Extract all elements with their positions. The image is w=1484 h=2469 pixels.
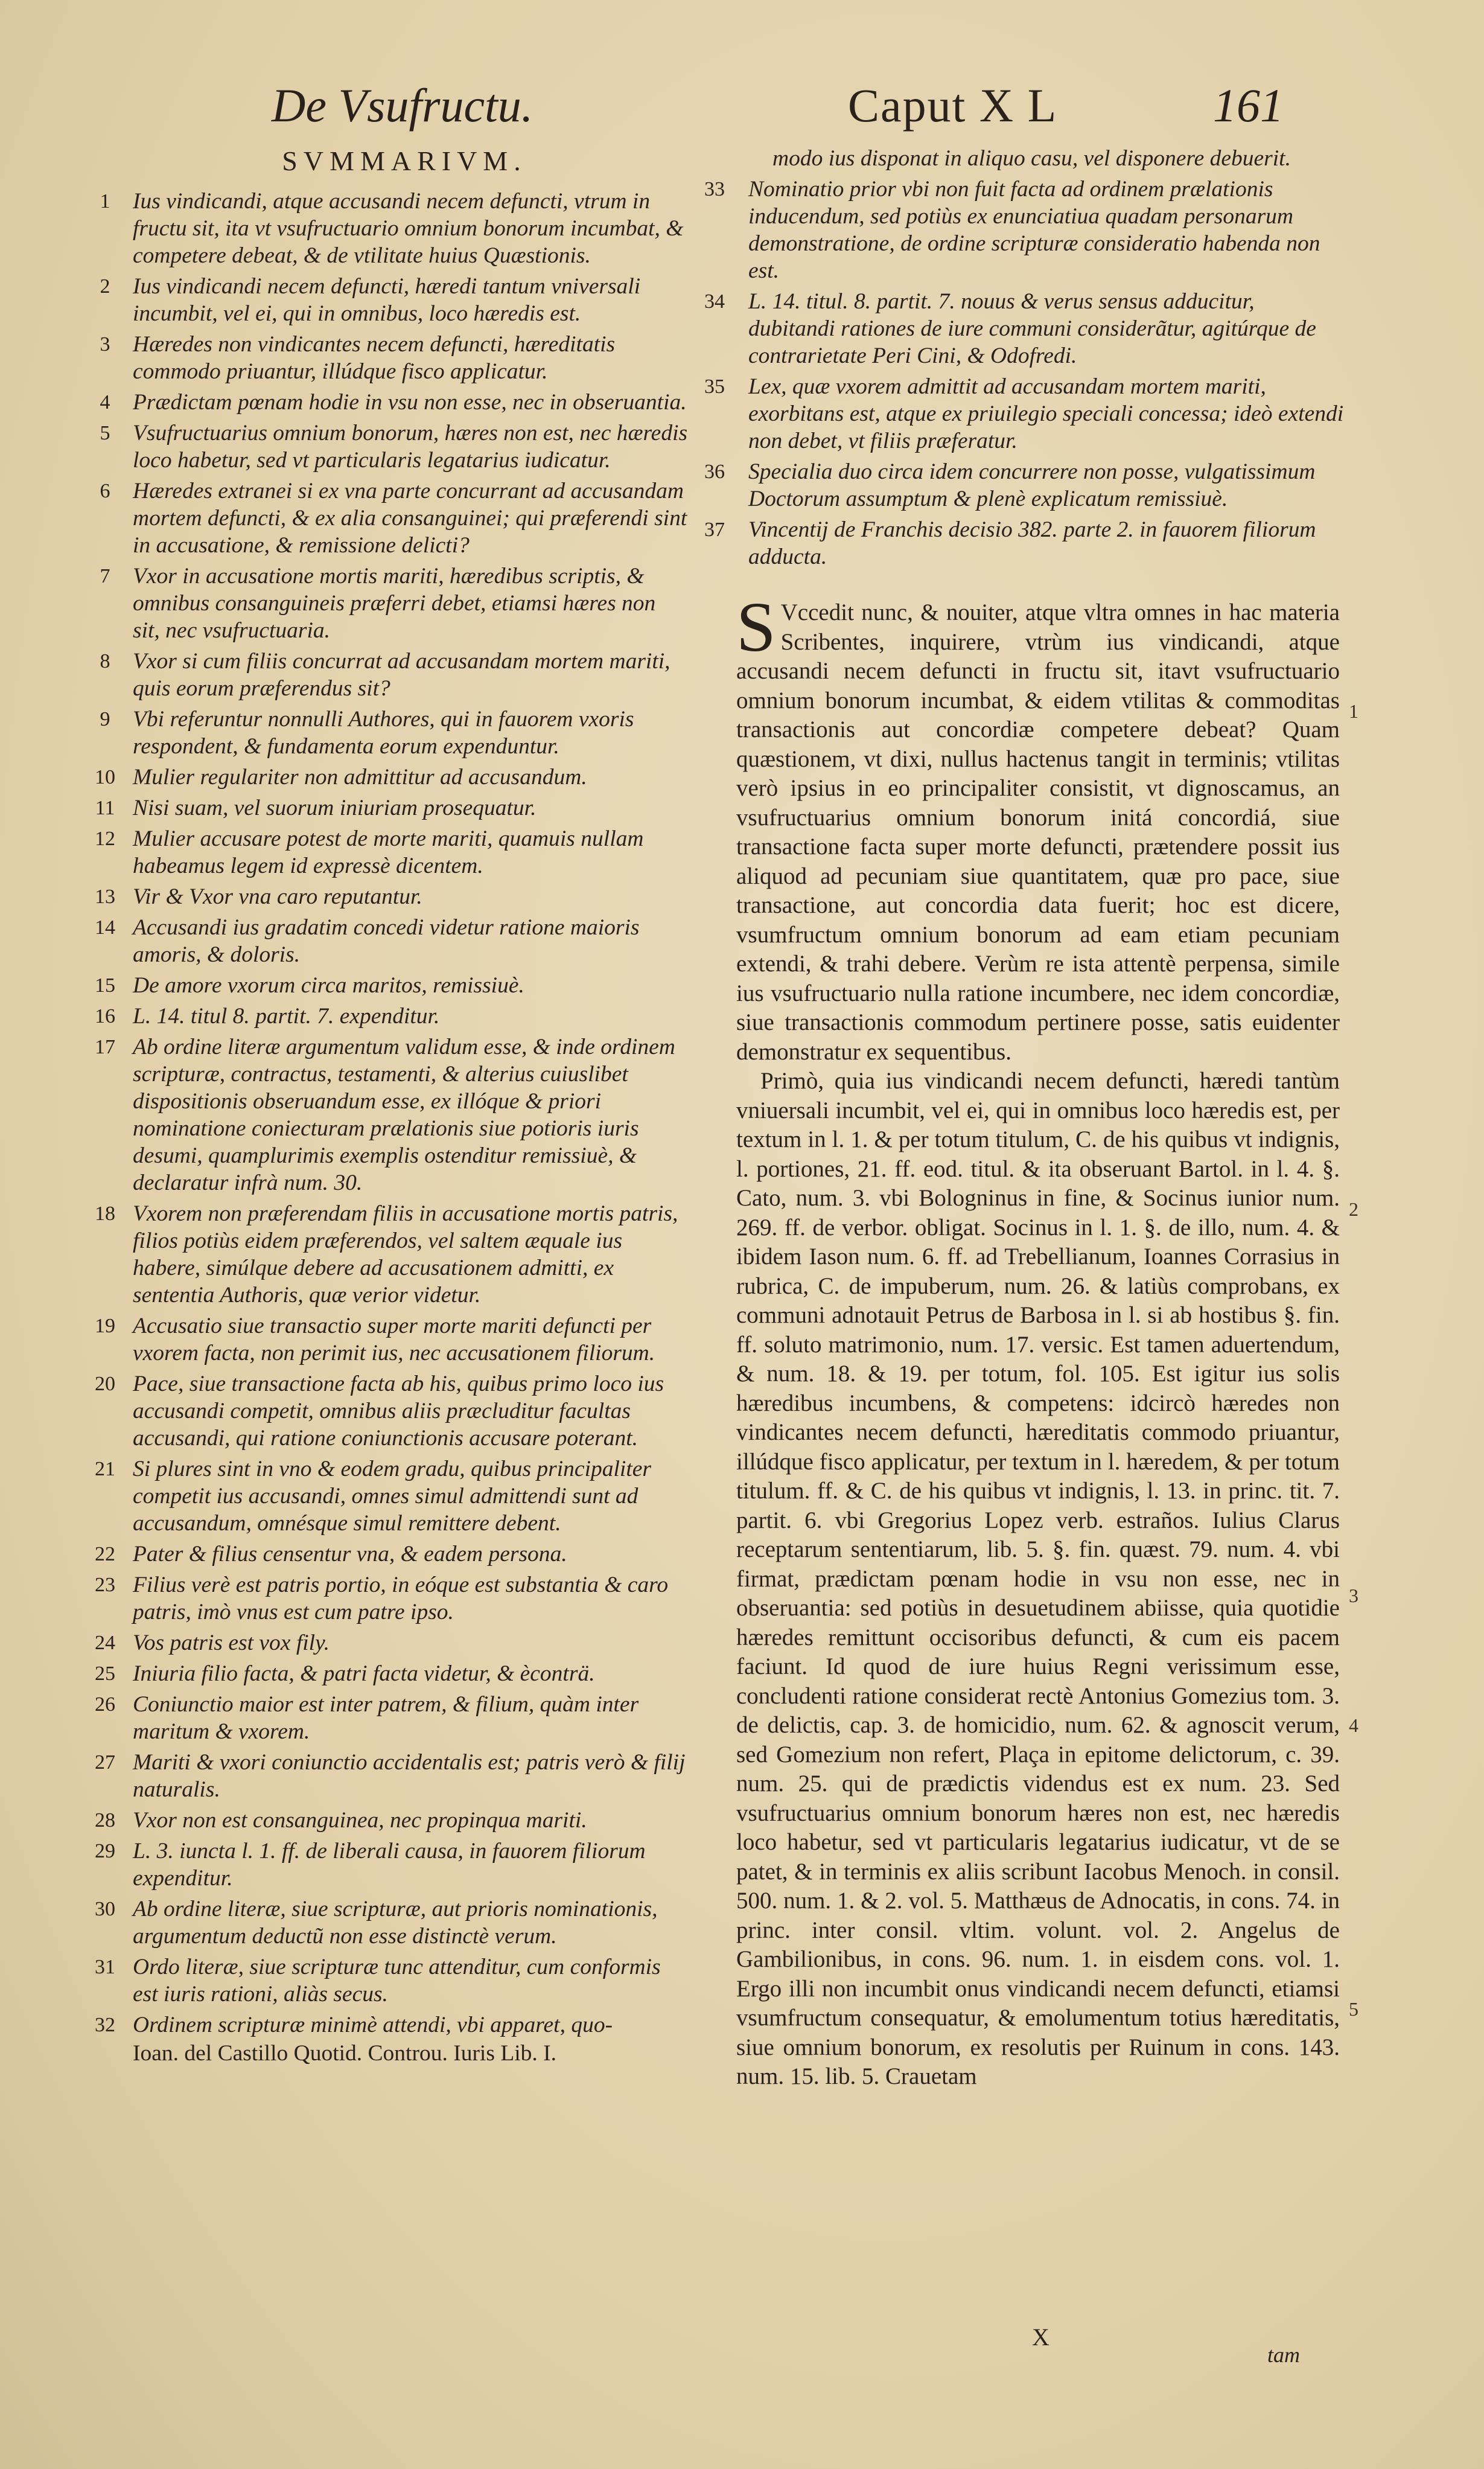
- summary-item: [84, 1807, 688, 1834]
- summary-item-number: 36: [704, 461, 725, 483]
- summary-item-number: 9: [100, 708, 110, 730]
- summary-continuation: modo ius disponat in aliquo casu, vel disponere debuerit.: [772, 146, 1291, 171]
- summary-item: [84, 1749, 688, 1803]
- body-paragraph-1: [736, 587, 1340, 1067]
- margin-number-4: 4: [1349, 1714, 1358, 1736]
- summary-item: [84, 794, 688, 822]
- summary-item-text: Mulier regulariter non admittitur ad accusandum.: [133, 765, 587, 790]
- summary-item-text: Vbi referuntur nonnulli Authores, qui in fauorem vxoris respondent, & fundamenta eorum expenduntur.: [133, 707, 634, 759]
- summary-item-number: 16: [95, 1005, 115, 1027]
- summary-item-text: Vincentij de Franchis decisio 382. parte 2. in fauorem filiorum adducta.: [748, 517, 1316, 569]
- body-paragraph-1-text: Vccedit nunc, & nouiter, atque vltra omnes in hac materia Scribentes, inquirere, vtrùm ius vindicandi, atque accusandi necem defuncti in fructu sit, itavt vsufructuario omnium bonorum incumbat, & eidem vtilitas & commoditas transactionis aut concordiæ competere debeat? Quam quæstionem, vt dixi, nullus hactenus tangit in terminis; vtilitas verò ipsius in eo principaliter consistit, vt dignoscamus, an vsufructuarius omnium bonorum initá concordiá, siue transactione facta super morte defuncti, prætendere possit ius aliquod ad pecuniam siue quantitatem, quæ pro pace, siue transactione, aut concordia data fuerit; hoc est dicere, vsumfructum omnium bonorum ad eam etiam pecuniam extendi, & trahi debere. Verùm re ista attentè perpensa, simile ius vsufructuario nulla ratione incumbere, nec idem concordiæ, siue transactionis commodum pertinere posse, satis euidenter demonstratur ex sequentibus.: [736, 599, 1340, 1065]
- summary-item: [84, 273, 688, 327]
- summary-item: [84, 1455, 688, 1537]
- summary-item: [84, 914, 688, 968]
- summary-item-number: 33: [704, 178, 725, 200]
- summary-item-text: L. 14. titul 8. partit. 7. expenditur.: [133, 1004, 440, 1029]
- summary-item-number: 20: [95, 1373, 115, 1395]
- summary-item-number: 24: [95, 1632, 115, 1654]
- summary-item: [84, 188, 688, 269]
- summary-item: [84, 420, 688, 474]
- margin-number-1: 1: [1349, 700, 1358, 722]
- summary-item: [84, 1003, 688, 1030]
- summary-item-text: Hæredes extranei si ex vna parte concurrant ad accusandam mortem defuncti, & ex alia consanguinei; qui præferendi sint in accusatione, & remissione delicti?: [133, 479, 687, 558]
- summary-item-text: Vsufructuarius omnium bonorum, hæres non est, nec hæredis loco habetur, sed vt particularis legatarius iudicatur.: [133, 421, 688, 473]
- summary-list-right: [694, 176, 1346, 570]
- summary-item-text: Si plures sint in vno & eodem gradu, quibus principaliter competit ius accusandi, omnes simul admittendi sunt ad accusandum, omnésque simul remittere debent.: [133, 1457, 651, 1536]
- summary-item-text: Pace, siue transactione facta ab his, quibus primo loco ius accusandi competit, omnibus aliis præcluditur facultas accusandi, qui ratione coniunctionis accusare poterant.: [133, 1372, 664, 1451]
- summary-item-number: 15: [95, 974, 115, 997]
- summary-item-number: 31: [95, 1956, 115, 1978]
- summary-item-text: Nominatio prior vbi non fuit facta ad ordinem prælationis inducendum, sed potiùs ex enunciatiua quadam personarum demonstratione, de ordine scripturæ consideratio habenda non est.: [748, 177, 1320, 283]
- summary-item-number: 13: [95, 886, 115, 908]
- summary-item: [84, 883, 688, 910]
- running-head-title: De Vsufructu.: [272, 79, 533, 132]
- summary-item-text: Hæredes non vindicantes necem defuncti, hæreditatis commodo priuantur, illúdque fisco applicatur.: [133, 332, 616, 384]
- summary-item-text: Vos patris est vox fily.: [133, 1631, 330, 1655]
- summary-item: [84, 825, 688, 880]
- summary-item-text: Filius verè est patris portio, in eóque est substantia & caro patris, imò vnus est cum patre ipso.: [133, 1573, 669, 1624]
- summary-item-text: Lex, quæ vxorem admittit ad accusandam mortem mariti, exorbitans est, atque ex priuilegio speciali concessa; ideò extendi non debet, vt filiis præferatur.: [748, 374, 1344, 453]
- summary-item-text: Accusatio siue transactio super morte mariti defuncti per vxorem facta, non perimit ius, nec accusationem filiorum.: [133, 1314, 655, 1365]
- summary-item-text: Coniunctio maior est inter patrem, & filium, quàm inter maritum & vxorem.: [133, 1692, 639, 1744]
- summary-item: [84, 764, 688, 791]
- summary-item: [84, 1953, 688, 2008]
- summary-item: [84, 1033, 688, 1196]
- running-head-chapter: Caput X L: [848, 79, 1058, 132]
- summary-item: [84, 1629, 688, 1656]
- summary-item-text: Ab ordine literæ argumentum validum esse, & inde ordinem scripturæ, contractus, testamenti, & alterius cuiuslibet dispositionis obseruandum esse, ex illóque & priori nominatione coniecturam prælationis siue potioris iuris desumi, quamplurimis exemplis ostenditur remissiuè, & declaratur infrà num. 30.: [133, 1035, 675, 1195]
- summary-item-number: 21: [95, 1458, 115, 1480]
- summary-item-number: 27: [95, 1751, 115, 1774]
- summary-item-number: 11: [95, 797, 115, 819]
- summary-item-text: Ordo literæ, siue scripturæ tunc attenditur, cum conformis est iuris rationi, aliàs secus.: [133, 1955, 661, 2007]
- summary-item-text: Iniuria filio facta, & patri facta videtur, & èconträ.: [133, 1661, 595, 1686]
- margin-number-3: 3: [1349, 1585, 1358, 1606]
- margin-number-5: 5: [1349, 1998, 1358, 2020]
- summary-item: [694, 288, 1346, 369]
- summary-item-text: Mulier accusare potest de morte mariti, quamuis nullam habeamus legem id expressè dicentem.: [133, 826, 644, 878]
- summary-item: [84, 563, 688, 644]
- summary-item: [694, 516, 1346, 570]
- summary-left-column: [84, 145, 688, 2071]
- drop-cap: S: [736, 587, 776, 666]
- right-column: [694, 145, 1346, 2092]
- summary-item-number: 30: [95, 1898, 115, 1920]
- summary-item-text: Prædictam pœnam hodie in vsu non esse, nec in obseruantia.: [133, 390, 687, 415]
- summary-item: [694, 176, 1346, 284]
- summary-item: [84, 478, 688, 559]
- summary-item-text: Vxor in accusatione mortis mariti, hæredibus scriptis, & omnibus consanguineis præferri debet, etiamsi hæres non sit, nec vsufructuaria.: [133, 564, 656, 643]
- summary-item-number: 8: [100, 650, 110, 672]
- summary-item-number: 25: [95, 1663, 115, 1685]
- summary-item-text: Vir & Vxor vna caro reputantur.: [133, 884, 422, 909]
- summary-list-left: [84, 188, 688, 2039]
- summary-item-text: Ius vindicandi, atque accusandi necem defuncti, vtrum in fructu sit, ita vt vsufructuario omnium bonorum incumbat, & competere debeat, & de vtilitate huius Quæstionis.: [133, 189, 684, 268]
- summary-left-footer-line: Ioan. del Castillo Quotid. Controu. Iuris Lib. I.: [133, 2041, 557, 2066]
- summary-item-number: 4: [100, 391, 110, 414]
- summary-item-text: Ordinem scripturæ minimè attendi, vbi apparet, quo-: [133, 2013, 613, 2037]
- summary-item: [84, 1691, 688, 1745]
- summary-item: [84, 1660, 688, 1687]
- summary-item-number: 17: [95, 1036, 115, 1058]
- summary-item: [84, 1896, 688, 1950]
- summary-item-number: 26: [95, 1693, 115, 1716]
- summary-item-text: Ius vindicandi necem defuncti, hæredi tantum vniversali incumbit, vel ei, qui in omnibus, loco hæredis est.: [133, 274, 641, 326]
- summary-item: [84, 2011, 688, 2039]
- summary-item-number: 3: [100, 333, 110, 356]
- summary-item-text: De amore vxorum circa maritos, remissiuè.: [133, 973, 524, 998]
- summary-item: [84, 706, 688, 760]
- summary-item-text: Specialia duo circa idem concurrere non posse, vulgatissimum Doctorum assumptum & plenè explicatum remissiuè.: [748, 459, 1316, 511]
- summary-item-number: 23: [95, 1574, 115, 1596]
- summary-item: [84, 1370, 688, 1452]
- summary-item-number: 10: [95, 766, 115, 788]
- summary-item-number: 7: [100, 565, 110, 587]
- summary-item-text: L. 3. iuncta l. 1. ff. de liberali causa, in fauorem filiorum expenditur.: [133, 1839, 646, 1891]
- summary-item: [84, 331, 688, 385]
- summary-item: [84, 1541, 688, 1568]
- summary-item: [84, 1200, 688, 1309]
- body-text: [694, 587, 1346, 2092]
- summary-item-text: Ab ordine literæ, siue scripturæ, aut prioris nominationis, argumentum deductũ non esse distinctè verum.: [133, 1897, 658, 1949]
- signature-mark: X: [1032, 2324, 1049, 2351]
- summary-item-number: 32: [95, 2014, 115, 2036]
- summary-item-number: 14: [95, 916, 115, 939]
- summary-item-text: Vxor si cum filiis concurrat ad accusandam mortem mariti, quis eorum præferendus sit?: [133, 649, 670, 701]
- summary-item-text: Vxorem non præferendam filiis in accusatione mortis patris, filios potiùs eidem præferendos, vel saltem æquale ius habere, simúlque debere ad accusationem admitti, ex sententia Authoris, quæ verior videtur.: [133, 1201, 678, 1308]
- summary-item-text: Nisi suam, vel suorum iniuriam prosequatur.: [133, 796, 537, 820]
- summary-item: [694, 458, 1346, 513]
- summary-item-number: 6: [100, 480, 110, 502]
- body-paragraph-2: Primò, quia ius vindicandi necem defuncti, hæredi tantùm vniuersali incumbit, vel ei, qui in omnibus loco hæredis est, per textum in l. 1. & per totum titulum, C. de his quibus vt indignis, l. portiones, 21. ff. eod. titul. & ita obseruant Bartol. in l. 4. §. Cato, num. 3. vbi Bologninus in fine, & Socinus iunior num. 269. ff. de verbor. obligat. Socinus in l. 1. §. de illo, num. 4. & ibidem Iason num. 6. ff. ad Trebellianum, Ioannes Corrasius in rubrica, C. de impuberum, num. 26. & latiùs comprobans, ex communi adnotauit Petrus de Barbosa in l. si ab hostibus §. fin. ff. soluto matrimonio, num. 17. versic. Est tamen aduertendum, & num. 18. & 19. per totum, fol. 105. Est igitur ius solis hæredibus incumbens, & competens: idcircò hæredes non vindicantes necem defuncti, hæreditatis commodo priuantur, illúdque fisco applicatur, per textum in l. hæredem, & per totum titulum. ff. & C. de his quibus vt indignis, l. 13. in princ. tit. 7. partit. 6. vbi Gregorius Lopez verb. estraños. Iulius Clarus receptarum sententiarum, lib. 5. §. fin. quæst. 79. num. 4. vbi firmat, prædictam pœnam hodie in vsu non esse, nec in obseruantia: sed potiùs in desuetudinem abiisse, quia quotidie hæredes remittunt occisoribus defuncti, & cum eis pacem faciunt. Id quod de iure huius Regni verissimum esse, concludenti ratione considerat rectè Antonius Gomezius tom. 3. de delictis, cap. 3. de homicidio, num. 62. & agnoscit verum, sed Gomezium non refert, Plaça in epitome delictorum, c. 39. num. 25. qui de prædictis videndus est ex num. 23. Sed vsufructuarius omnium bonorum hæres non est, nec hæredis loco habetur, sed vt particularis legatarius iudicatur, vt de se patet, & in terminis ex aliis scribunt Iacobus Menoch. in consil. 500. num. 1. & 2. vol. 5. Matthæus de Adnocatis, in cons. 74. in princ. inter consil. vltim. volunt. vol. 2. Angelus de Gambilionibus, in cons. 96. num. 1. in eisdem cons. vol. 1. Ergo illi non incumbit onus vindicandi necem defuncti, etiamsi vsumfructum consequatur, & emolumentum totius hæreditatis, siue omnium bonorum, ex resolutis per Ruinum in cons. 143. num. 15. lib. 5. Crauetam: [736, 1068, 1340, 2089]
- margin-number-2: 2: [1349, 1198, 1358, 1220]
- summary-item: [84, 1838, 688, 1892]
- summary-item-number: 18: [95, 1203, 115, 1225]
- summary-item-number: 34: [704, 290, 725, 313]
- summary-item-number: 2: [100, 275, 110, 298]
- summary-item: [84, 972, 688, 999]
- summary-item: [84, 1312, 688, 1367]
- summary-item: [694, 373, 1346, 455]
- summary-heading: SVMMARIVM.: [282, 145, 527, 176]
- summary-item-text: L. 14. titul. 8. partit. 7. nouus & verus sensus adducitur, dubitandi rationes de iure communi considerãtur, agitúrque de contrarietate Peri Cini, & Odofredi.: [748, 289, 1316, 368]
- summary-item-number: 28: [95, 1809, 115, 1832]
- summary-item: [84, 648, 688, 702]
- catchword: tam: [1267, 2343, 1300, 2367]
- summary-item-number: 5: [100, 422, 110, 444]
- folio-number: 161: [1213, 79, 1284, 132]
- summary-item-number: 19: [95, 1315, 115, 1337]
- summary-item-number: 12: [95, 828, 115, 850]
- summary-item-text: Vxor non est consanguinea, nec propinqua mariti.: [133, 1808, 587, 1833]
- summary-item-number: 22: [95, 1543, 115, 1565]
- summary-item: [84, 389, 688, 416]
- summary-item-number: 37: [704, 519, 725, 541]
- summary-item-text: Mariti & vxori coniunctio accidentalis est; patris verò & filij naturalis.: [133, 1750, 686, 1802]
- summary-item-number: 35: [704, 375, 725, 398]
- summary-item: [84, 1571, 688, 1626]
- summary-item-text: Accusandi ius gradatim concedi videtur ratione maioris amoris, & doloris.: [133, 915, 640, 967]
- summary-item-text: Pater & filius censentur vna, & eadem persona.: [133, 1542, 567, 1567]
- summary-item-number: 1: [100, 190, 110, 212]
- summary-item-number: 29: [95, 1840, 115, 1862]
